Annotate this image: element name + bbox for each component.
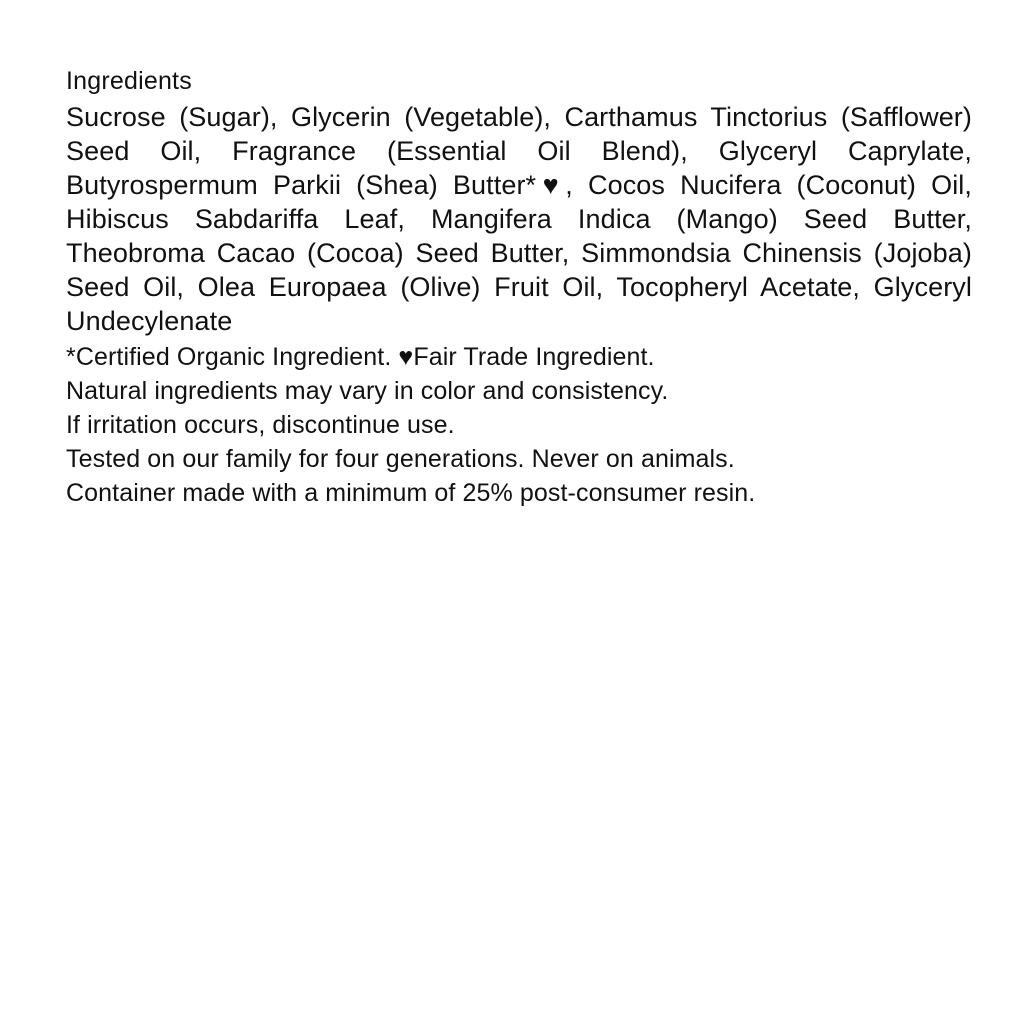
note-container-resin: Container made with a minimum of 25% post-consumer resin. — [66, 479, 756, 507]
note-natural-variation: Natural ingredients may vary in color and consistency. — [66, 377, 669, 405]
ingredients-label-panel — [66, 64, 972, 510]
ingredients-heading: Ingredients — [66, 67, 192, 95]
note-certifications: *Certified Organic Ingredient. ♥Fair Trade Ingredient. — [66, 343, 655, 371]
note-animal-testing: Tested on our family for four generations. Never on animals. — [66, 445, 735, 473]
note-irritation-warning: If irritation occurs, discontinue use. — [66, 411, 455, 439]
ingredients-list-text: Sucrose (Sugar), Glycerin (Vegetable), Carthamus Tinctorius (Safflower) Seed Oil, Fragrance (Essential Oil Blend), Glyceryl Caprylate, Butyrospermum Parkii (Shea) Butter*♥, Cocos Nucifera (Coconut) Oil, Hibiscus Sabdariffa Leaf, Mangifera Indica (Mango) Seed Butter, Theobroma Cacao (Cocoa) Seed Butter, Simmondsia Chinensis (Jojoba) Seed Oil, Olea Europaea (Olive) Fruit Oil, Tocopheryl Acetate, Glyceryl Undecylenate — [66, 102, 972, 336]
label-notes — [66, 340, 972, 510]
